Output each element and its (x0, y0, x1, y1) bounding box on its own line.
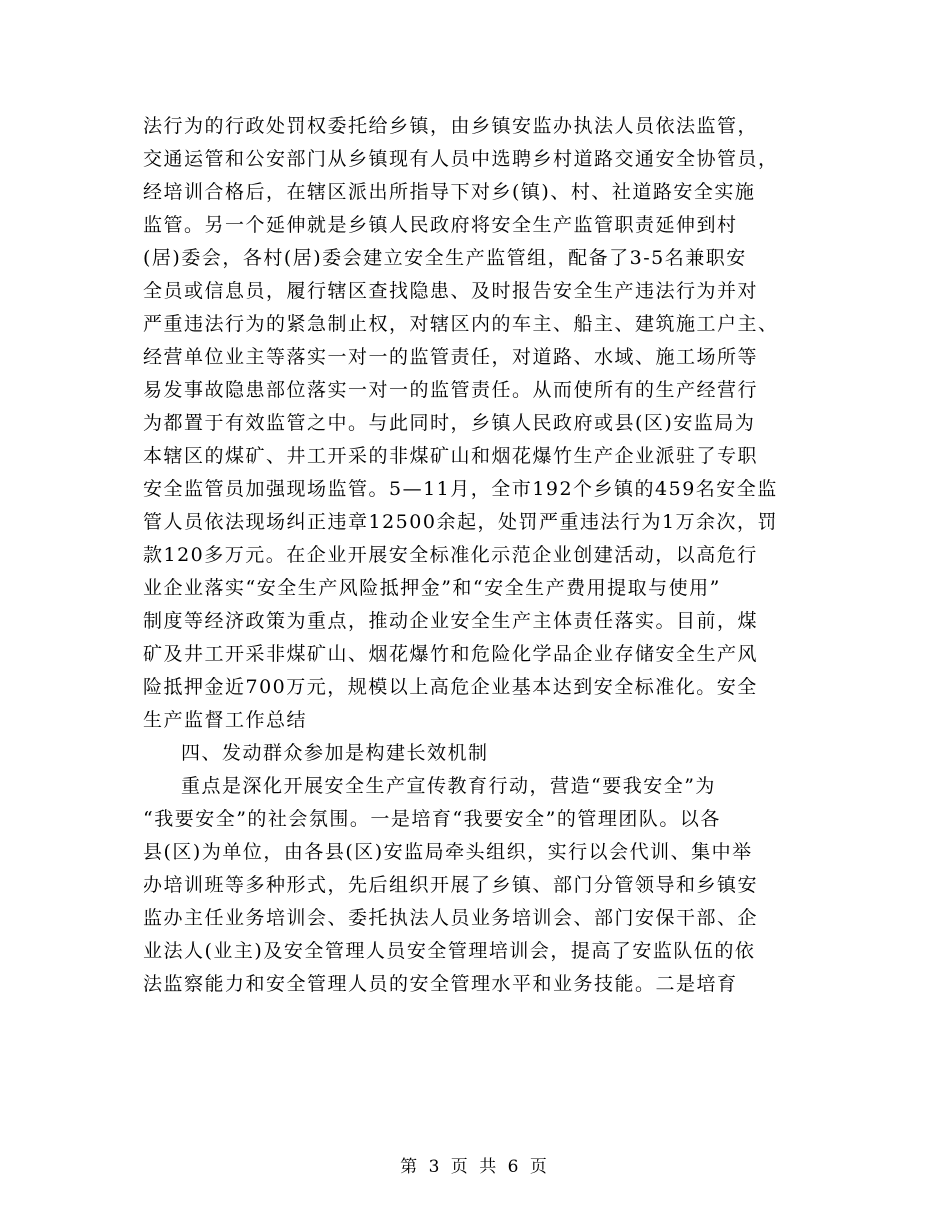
text-line: 严重违法行为的紧急制止权，对辖区内的车主、船主、建筑施工户主、 (143, 313, 779, 335)
text-line: 县(区)为单位，由各县(区)安监局牵头组织，实行以会代训、集中举 (143, 841, 753, 863)
text-line: 款120多万元。在企业开展安全标准化示范企业创建活动，以高危行 (143, 544, 758, 566)
text-line: 制度等经济政策为重点，推动企业安全生产主体责任落实。目前，煤 (143, 610, 759, 632)
text-line: (居)委会，各村(居)委会建立安全生产监管组，配备了3-5名兼职安 (143, 247, 747, 269)
text-line: 办培训班等多种形式，先后组织开展了乡镇、部门分管领导和乡镇安 (143, 874, 759, 896)
text-line: 易发事故隐患部位落实一对一的监管责任。从而使所有的生产经营行 (143, 379, 759, 401)
text-line: 业法人(业主)及安全管理人员安全管理培训会，提高了安监队伍的依 (143, 940, 756, 962)
text-line: 监办主任业务培训会、委托执法人员业务培训会、部门安保干部、企 (143, 907, 759, 929)
text-line: “我要安全”的社会氛围。一是培育“我要安全”的管理团队。以各 (143, 808, 721, 830)
paragraph-2 (143, 770, 803, 1001)
text-line: 业企业落实“安全生产风险抵押金”和“安全生产费用提取与使用” (143, 577, 721, 599)
text-line: 为都置于有效监管之中。与此同时，乡镇人民政府或县(区)安监局为 (143, 412, 756, 434)
text-line: 全员或信息员，履行辖区查找隐患、及时报告安全生产违法行为并对 (143, 280, 759, 302)
text-line: 重点是深化开展安全生产宣传教育行动，营造“要我安全”为 (181, 775, 716, 797)
text-line: 经营单位业主等落实一对一的监管责任，对道路、水域、施工场所等 (143, 346, 759, 368)
paragraph-1 (143, 110, 803, 737)
section-heading: 四、发动群众参加是构建长效机制 (181, 742, 489, 764)
text-line: 交通运管和公安部门从乡镇现有人员中选聘乡村道路交通安全协管员， (143, 148, 779, 170)
text-line: 监管。另一个延伸就是乡镇人民政府将安全生产监管职责延伸到村 (143, 214, 738, 236)
text-line: 安全监管员加强现场监管。5—11月，全市192个乡镇的459名安全监 (143, 478, 778, 500)
text-line: 管人员依法现场纠正违章12500余起，处罚严重违法行为1万余次，罚 (143, 511, 779, 533)
text-line: 矿及井工开采非煤矿山、烟花爆竹和危险化学品企业存储安全生产风 (143, 643, 759, 665)
document-page (143, 110, 803, 1001)
text-line: 险抵押金近700万元，规模以上高危企业基本达到安全标准化。安全 (143, 676, 758, 698)
text-line: 法行为的行政处罚权委托给乡镇，由乡镇安监办执法人员依法监管， (143, 115, 759, 137)
text-line: 经培训合格后，在辖区派出所指导下对乡(镇)、村、社道路安全实施 (143, 181, 756, 203)
text-line: 本辖区的煤矿、井工开采的非煤矿山和烟花爆竹生产企业派驻了专职 (143, 445, 759, 467)
text-line: 法监察能力和安全管理人员的安全管理水平和业务技能。二是培育 (143, 973, 738, 995)
page-number-footer: 第 3 页 共 6 页 (400, 1157, 550, 1177)
text-line: 生产监督工作总结 (143, 709, 308, 731)
